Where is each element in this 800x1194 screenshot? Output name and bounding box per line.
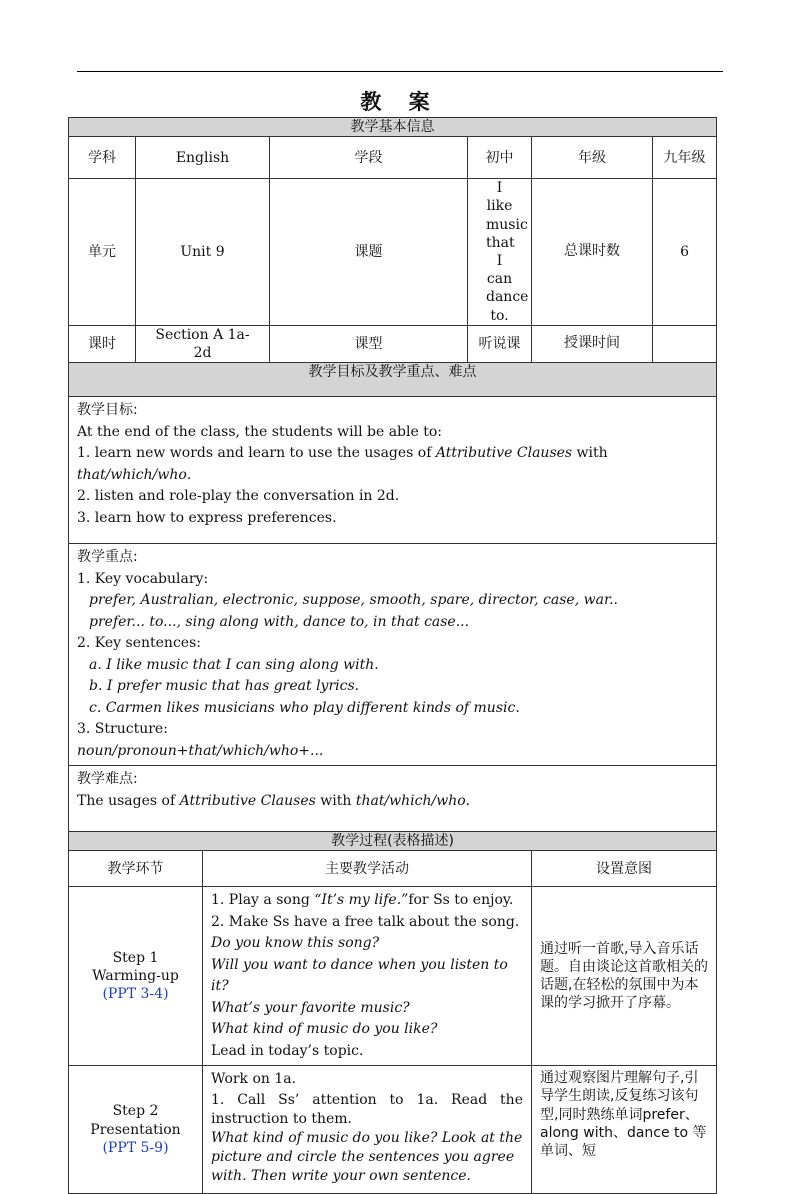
difficulty-label: 教学难点:: [77, 771, 138, 788]
step-1-name: Step 1: [112, 949, 159, 966]
step-2-question: What kind of music do you like? Look at the picture and circle the sentences you agree with. Then write your own sentence.: [211, 1129, 523, 1184]
total-value: 6: [653, 179, 717, 326]
sentence-c: c. Carmen likes musicians who play different kinds of music.: [89, 699, 520, 716]
col-step: 教学环节: [69, 851, 203, 887]
step-2-intent: 通过观察图片理解句子,引导学生朗读,反复练习该句型,同时熟练单词prefer、along with、dance to 等单词、短: [532, 1066, 717, 1194]
step-1-question-2: Will you want to dance when you listen to it?: [211, 956, 508, 995]
step-1-question-1: Do you know this song?: [211, 935, 380, 952]
step-2-activity-1: Work on 1a.: [211, 1071, 297, 1088]
unit-label: 单元: [69, 179, 136, 326]
step-1-question-4: What kind of music do you like?: [211, 1021, 438, 1038]
type-value: 听说课: [468, 325, 532, 362]
step-1-question-3: What’s your favorite music?: [211, 999, 410, 1016]
structure-value: noun/pronoun+that/which/who+...: [77, 742, 324, 759]
step-1-cell: [69, 887, 203, 1066]
period-label: 课时: [69, 325, 136, 362]
time-label: 授课时间: [532, 325, 653, 362]
sentences-label: 2. Key sentences:: [77, 635, 201, 652]
grade-value: 九年级: [653, 137, 717, 179]
grade-label: 年级: [532, 137, 653, 179]
difficulty-text: The usages of Attributive Clauses with that/which/who.: [77, 792, 471, 809]
unit-value: Unit 9: [136, 179, 270, 326]
objective-1: 1. learn new words and learn to use the usages of Attributive Clauses with that/which/who.: [77, 445, 608, 483]
vocab-label: 1. Key vocabulary:: [77, 570, 209, 587]
step-1-title: Warming-up: [92, 968, 179, 985]
type-label: 课型: [270, 325, 468, 362]
subject-label: 学科: [69, 137, 136, 179]
section-process: 教学过程(表格描述): [69, 832, 717, 851]
period-value: Section A 1a-2d: [136, 325, 270, 362]
step-2-name: Step 2: [112, 1103, 159, 1120]
section-goals: 教学目标及教学重点、难点: [69, 363, 717, 397]
time-value: [653, 325, 717, 362]
topic-value: I like music that I can dance to.: [468, 179, 532, 326]
step-1-ppt: (PPT 3-4): [102, 986, 169, 1003]
structure-label: 3. Structure:: [77, 721, 168, 738]
sentence-b: b. I prefer music that has great lyrics.: [89, 678, 360, 695]
vocab-line-1: prefer, Australian, electronic, suppose, smooth, spare, director, case, war..: [89, 592, 618, 609]
step-2-activity-2: 1. Call Ss’ attention to 1a. Read the instruction to them.: [211, 1091, 523, 1127]
col-intent: 设置意图: [532, 851, 717, 887]
page-title: 教 案: [360, 90, 440, 114]
stage-label: 学段: [270, 137, 468, 179]
objectives-label: 教学目标:: [77, 402, 138, 419]
header-rule: [77, 71, 723, 72]
vocab-line-2: prefer... to..., sing along with, dance to, in that case...: [89, 613, 470, 630]
stage-value: 初中: [468, 137, 532, 179]
col-activity: 主要教学活动: [203, 851, 532, 887]
step-1-activities: [203, 887, 532, 1066]
topic-label: 课题: [270, 179, 468, 326]
step-1-lead-in: Lead in today’s topic.: [211, 1042, 364, 1059]
sentence-a: a. I like music that I can sing along with.: [89, 656, 379, 673]
objective-2: 2. listen and role-play the conversation in 2d.: [77, 488, 400, 505]
objective-3: 3. learn how to express preferences.: [77, 509, 337, 526]
step-1-activity-2: 2. Make Ss have a free talk about the song.: [211, 913, 520, 930]
objectives-block: [69, 397, 717, 544]
step-1-activity-1: 1. Play a song “It’s my life.”for Ss to enjoy.: [211, 892, 514, 909]
step-2-ppt: (PPT 5-9): [102, 1139, 169, 1156]
total-label: 总课时数: [532, 179, 653, 326]
subject-value: English: [136, 137, 270, 179]
key-points-block: [69, 544, 717, 766]
difficulty-block: [69, 766, 717, 832]
key-points-label: 教学重点:: [77, 549, 138, 566]
section-basic-info: 教学基本信息: [69, 118, 717, 137]
step-2-title: Presentation: [90, 1121, 181, 1138]
objectives-intro: At the end of the class, the students will be able to:: [77, 423, 442, 440]
lesson-plan-table: [68, 117, 717, 1194]
step-1-intent: 通过听一首歌,导入音乐话题。自由谈论这首歌相关的话题,在轻松的氛围中为本课的学习掀开了序幕。: [532, 887, 717, 1066]
